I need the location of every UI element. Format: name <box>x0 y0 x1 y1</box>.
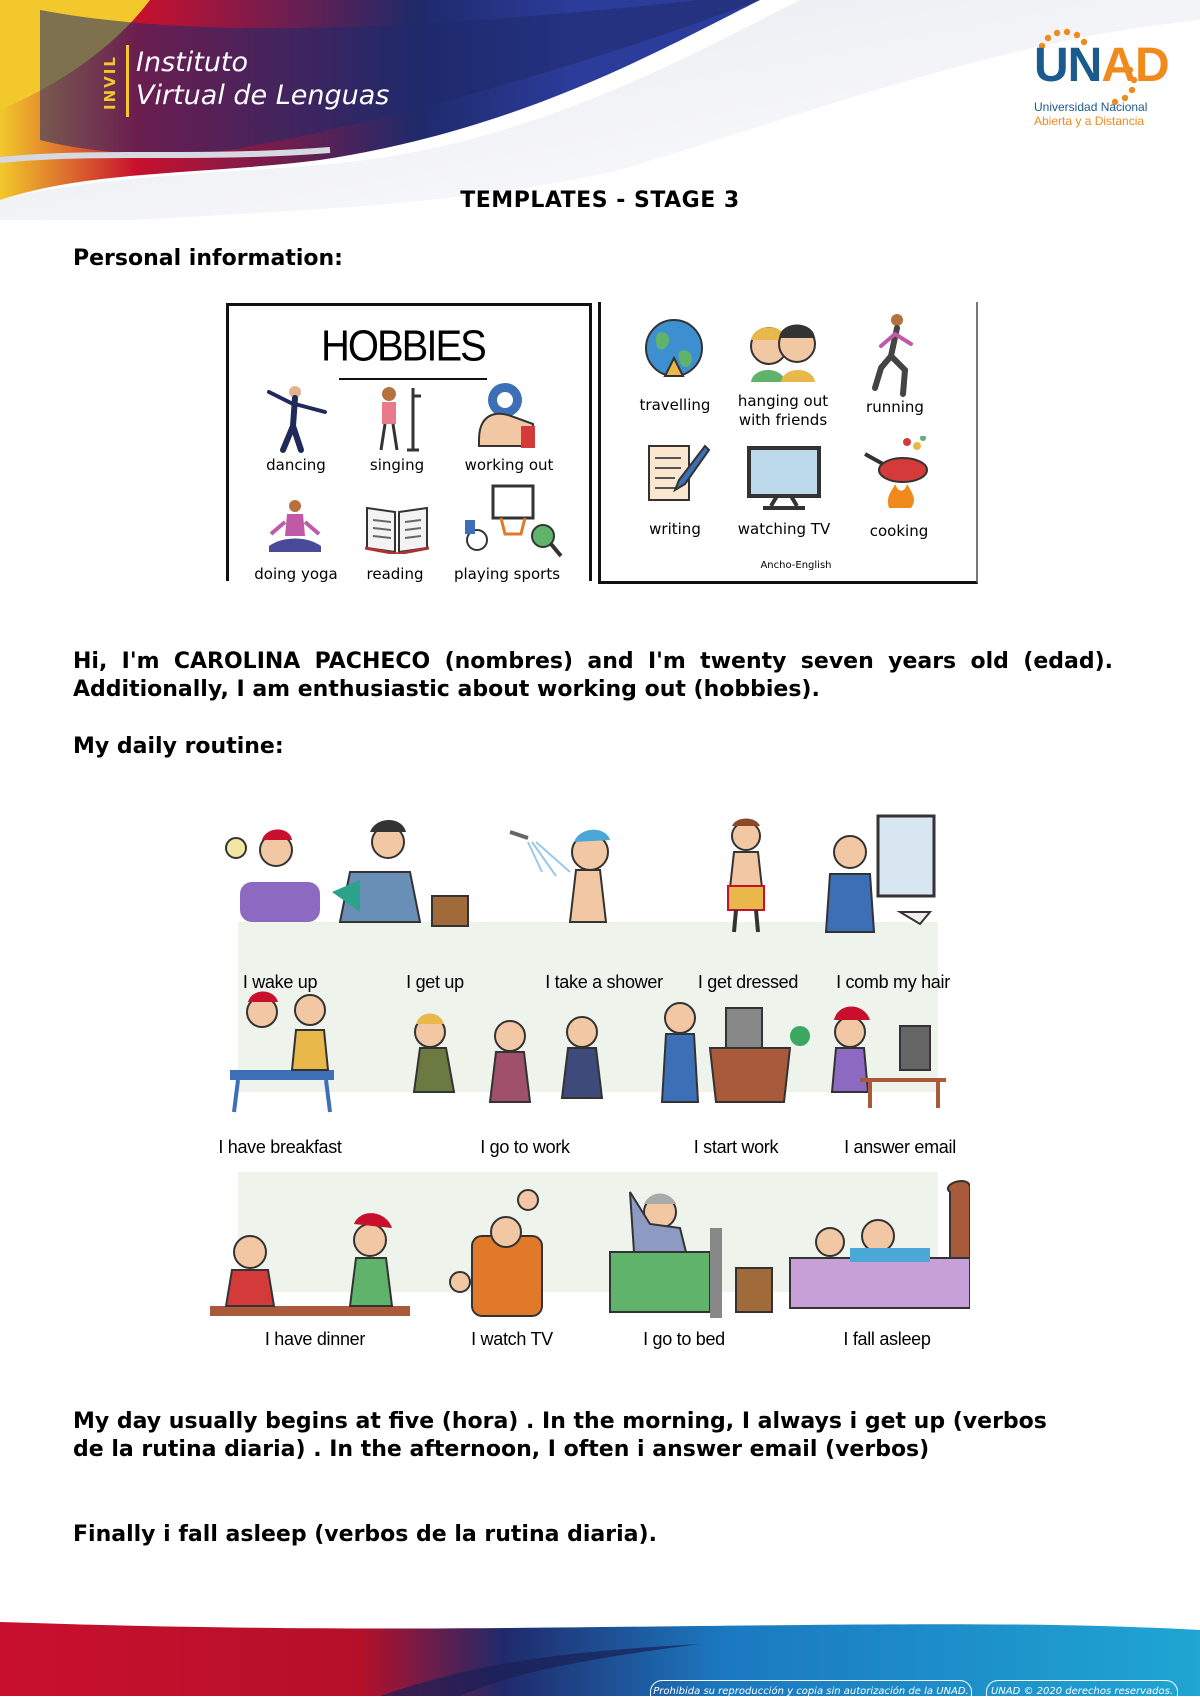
routine-label-fall-asleep: I fall asleep <box>843 1329 931 1349</box>
logo-ad: AD <box>1101 39 1169 92</box>
routine-label-have-dinner: I have dinner <box>264 1329 366 1349</box>
doing-yoga-icon <box>265 498 325 556</box>
routine-label-watch-tv: I watch TV <box>471 1329 553 1349</box>
get-up-figure <box>332 820 468 926</box>
personal-info-heading: Personal information: <box>73 246 343 271</box>
invl-vertical-brand: INVIL <box>101 55 119 111</box>
writing-icon <box>645 440 713 504</box>
footer-note-left: Prohibida su reproducción y copia sin autorización de la UNAD. <box>650 1680 972 1706</box>
hobby-label-playing-sports: playing sports <box>453 565 561 583</box>
hobby-label-writing: writing <box>649 520 701 538</box>
reading-icon <box>365 502 429 554</box>
logo-n: N <box>1067 39 1102 92</box>
take-shower-figure <box>510 830 610 922</box>
hobby-label-singing: singing <box>369 456 425 474</box>
hobby-label-watching-tv: watching TV <box>737 520 831 538</box>
brand-name <box>136 46 389 112</box>
routine-label-get-dressed: I get dressed <box>697 972 799 992</box>
comb-hair-figure <box>826 816 934 932</box>
page-title: TEMPLATES - STAGE 3 <box>460 188 740 213</box>
hobbies-title: HOBBIES <box>321 321 485 371</box>
brand-divider <box>126 45 129 117</box>
wake-up-figure <box>226 830 320 923</box>
hobby-label-working-out: working out <box>464 456 554 474</box>
routine-label-have-breakfast: I have breakfast <box>218 1137 342 1157</box>
hobby-label-dancing: dancing <box>266 456 326 474</box>
hobbies-left-panel <box>226 303 592 581</box>
header-banner <box>0 0 1200 220</box>
daily-routine-chart <box>210 812 970 1352</box>
intro-paragraph: Hi, I'm CAROLINA PACHECO (nombres) and I'm twenty seven years old (edad). Additionally, I am enthusiastic about working out (hobbies). <box>73 649 1113 702</box>
routine-label-answer-email: I answer email <box>844 1137 956 1157</box>
unad-subtitle-2: Abierta y a Distancia <box>1034 114 1145 128</box>
brand-line1: Instituto <box>136 47 249 78</box>
brand-line2: Virtual de Lenguas <box>136 80 390 111</box>
routine-label-start-work: I start work <box>693 1137 779 1157</box>
hobbies-chart <box>226 302 978 584</box>
get-dressed-figure <box>728 819 764 933</box>
hobbies-credit: Ancho-English <box>760 560 832 571</box>
routine-label-go-to-bed: I go to bed <box>643 1329 725 1349</box>
hobby-label-cooking: cooking <box>869 522 929 540</box>
singing-icon <box>367 382 427 454</box>
travelling-icon <box>643 318 705 382</box>
cooking-icon <box>863 436 933 512</box>
hobby-label-reading: reading <box>366 565 424 583</box>
hobby-label-hanging-out: hanging out with friends <box>737 392 829 429</box>
routine-label-wake-up: I wake up <box>242 972 318 992</box>
routine-label-take-shower: I take a shower <box>545 972 663 992</box>
footer-note-right: UNAD © 2020 derechos reservados. <box>986 1680 1178 1706</box>
unad-subtitle-1: Universidad Nacional <box>1034 100 1148 114</box>
day-paragraph: My day usually begins at five (hora) . In the morning, I always i get up (verbos de la rutina diaria) . In the afternoon, I often i answer email (verbos) <box>73 1409 1047 1462</box>
routine-label-go-to-work: I go to work <box>480 1137 570 1157</box>
working-out-icon <box>471 380 541 450</box>
routine-heading: My daily routine: <box>73 734 284 759</box>
hobby-label-running: running <box>866 398 924 416</box>
unad-logo-word <box>1034 40 1169 92</box>
hobby-label-doing-yoga: doing yoga <box>254 565 338 583</box>
hobby-label-travelling: travelling <box>639 396 711 414</box>
dancing-icon <box>261 382 331 454</box>
routine-figures <box>210 812 970 1352</box>
hobbies-title-underline <box>339 378 487 380</box>
logo-u: U <box>1034 39 1068 92</box>
running-icon <box>867 312 921 398</box>
watching-tv-icon <box>747 446 821 512</box>
go-to-work-figure <box>414 1014 602 1103</box>
hanging-out-icon <box>743 310 823 382</box>
final-paragraph: Finally i fall asleep (verbos de la rutina diaria). <box>73 1522 657 1547</box>
routine-label-get-up: I get up <box>406 972 464 992</box>
hobbies-right-panel <box>598 302 978 584</box>
routine-label-comb-hair: I comb my hair <box>836 972 950 992</box>
playing-sports-icon <box>457 484 567 560</box>
